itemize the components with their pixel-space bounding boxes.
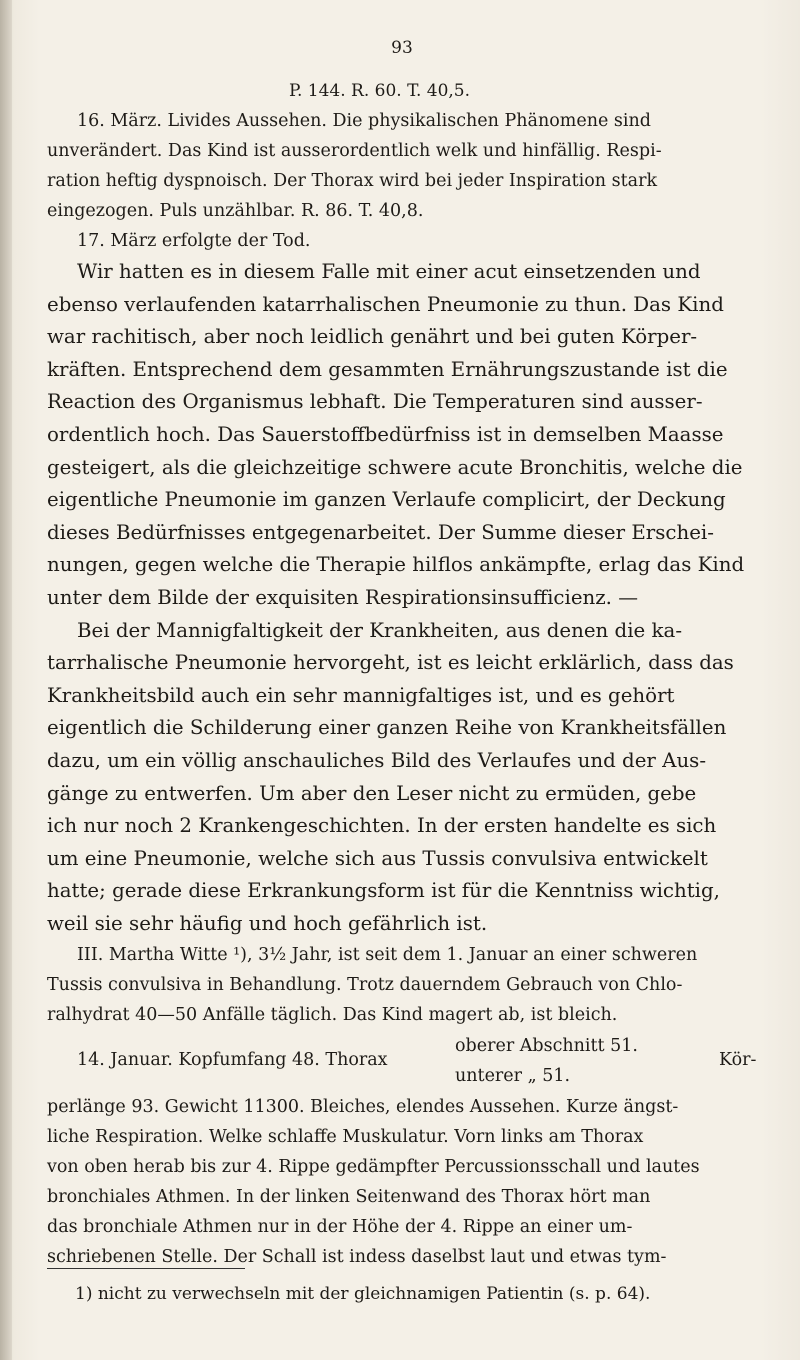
thorax-upper: oberer Abschnitt 51. (455, 1036, 638, 1057)
case-line: III. Martha Witte ¹), 3½ Jahr, ist seit dem 1. Januar an einer schweren (77, 945, 698, 966)
case-line: das bronchiale Athmen nur in der Höhe der 4. Rippe an einer um- (47, 1217, 633, 1238)
case-line: liche Respiration. Welke schlaffe Muskulatur. Vorn links am Thorax (47, 1127, 644, 1148)
paragraph-line: dieses Bedürfnisses entgegenarbeitet. Der Summe dieser Erschei- (47, 520, 714, 544)
case-line: perlänge 93. Gewicht 11300. Bleiches, elendes Aussehen. Kurze ängst- (47, 1097, 679, 1118)
case-line: bronchiales Athmen. In der linken Seitenwand des Thorax hört man (47, 1187, 651, 1208)
text-line: eingezogen. Puls unzählbar. R. 86. T. 40,8. (47, 201, 424, 221)
book-spine-shadow (0, 0, 12, 1360)
paragraph-line: nungen, gegen welche die Therapie hilflos ankämpfte, erlag das Kind (47, 553, 745, 577)
text-line: unverändert. Das Kind ist ausserordentlich welk und hinfällig. Respi- (47, 141, 662, 161)
paragraph-line: dazu, um ein völlig anschauliches Bild des Verlaufes und der Aus- (47, 748, 707, 772)
paragraph-line: Krankheitsbild auch ein sehr mannigfaltiges ist, und es gehört (47, 683, 675, 707)
paragraph-line: eigentliche Pneumonie im ganzen Verlaufe complicirt, der Deckung (47, 488, 726, 512)
body-text (47, 76, 765, 1272)
paragraph-line: Wir hatten es in diesem Falle mit einer acut einsetzenden und (77, 260, 701, 283)
paragraph-line: weil sie sehr häufig und hoch gefährlich ist. (47, 911, 488, 935)
paragraph-line: hatte; gerade diese Erkrankungsform ist für die Kenntniss wichtig, (47, 879, 720, 903)
thorax-tail: Kör- (719, 1050, 757, 1071)
paragraph-line: kräften. Entsprechend dem gesammten Ernährungszustande ist die (47, 357, 728, 381)
thorax-lead: 14. Januar. Kopfumfang 48. Thorax (77, 1050, 388, 1071)
paragraph-line: eigentlich die Schilderung einer ganzen Reihe von Krankheitsfällen (47, 716, 727, 740)
thorax-lower: unterer „ 51. (455, 1066, 571, 1087)
text-line: 17. März erfolgte der Tod. (77, 231, 311, 251)
paragraph-line: tarrhalische Pneumonie hervorgeht, ist es leicht erklärlich, dass das (47, 651, 734, 675)
paragraph-line: ordentlich hoch. Das Sauerstoffbedürfniss ist in demselben Maasse (47, 422, 724, 446)
case-line: schriebenen Stelle. Der Schall ist indess daselbst laut und etwas tym- (47, 1247, 667, 1268)
paragraph-line: Bei der Mannigfaltigkeit der Krankheiten, aus denen die ka- (77, 618, 682, 642)
paragraph-line: um eine Pneumonie, welche sich aus Tussis convulsiva entwickelt (47, 846, 708, 870)
paragraph-line: gänge zu entwerfen. Um aber den Leser nicht zu ermüden, gebe (47, 781, 697, 805)
thorax-measurement-block (47, 1030, 765, 1092)
paragraph-line: ich nur noch 2 Krankengeschichten. In der ersten handelte es sich (47, 814, 717, 838)
paragraph-line: gesteigert, als die gleichzeitige schwere acute Bronchitis, welche die (47, 455, 743, 479)
case-line: Tussis convulsiva in Behandlung. Trotz dauerndem Gebrauch von Chlo- (47, 975, 683, 996)
case-line: ralhydrat 40—50 Anfälle täglich. Das Kind magert ab, ist bleich. (47, 1005, 618, 1026)
text-line: ration heftig dyspnoisch. Der Thorax wird bei jeder Inspiration stark (47, 171, 658, 191)
text-line: 16. März. Livides Aussehen. Die physikalischen Phänomene sind (77, 111, 651, 131)
paragraph-line: unter dem Bilde der exquisiten Respirationsinsufficienz. — (47, 585, 639, 609)
paragraph-line: Reaction des Organismus lebhaft. Die Temperaturen sind ausser- (47, 390, 703, 414)
case-vitals-line: P. 144. R. 60. T. 40,5. (289, 81, 471, 101)
paragraph-line: war rachitisch, aber noch leidlich genährt und bei guten Körper- (47, 325, 698, 349)
page-number: 93 (391, 38, 413, 58)
case-line: von oben herab bis zur 4. Rippe gedämpfter Percussionsschall und lautes (47, 1157, 700, 1178)
paragraph-line: ebenso verlaufenden katarrhalischen Pneumonie zu thun. Das Kind (47, 292, 724, 316)
footnote-rule (47, 1268, 245, 1269)
footnote: 1) nicht zu verwechseln mit der gleichnamigen Patientin (s. p. 64). (75, 1284, 651, 1304)
